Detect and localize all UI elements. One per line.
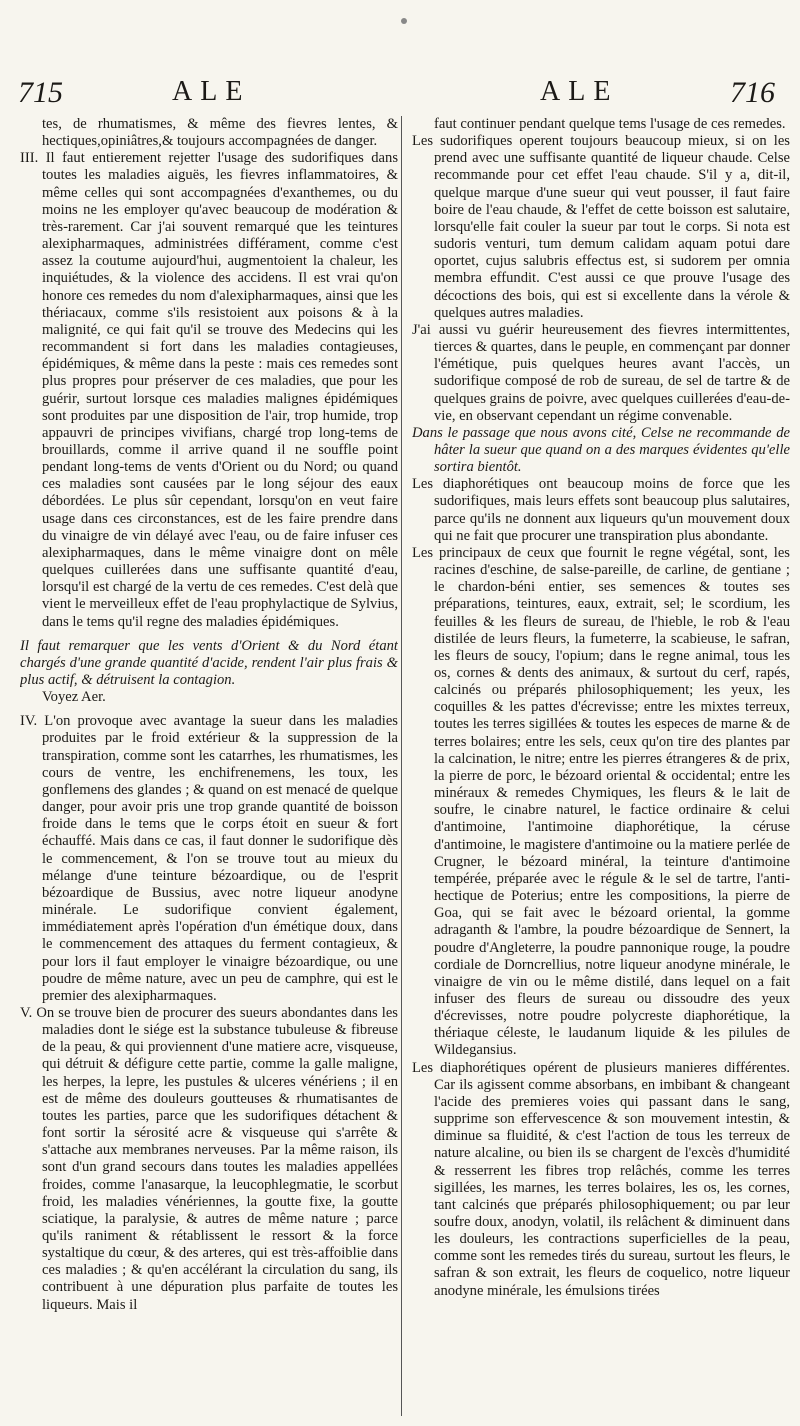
column-divider <box>401 116 402 1416</box>
left-column <box>20 116 398 1421</box>
paragraph-principaux: Les principaux de ceux que fournit le regne végétal, sont, les racines d'eschine, de salse-pareille, de carline, de gentiane ; le chardon-béni entier, ses semences & toutes ses préparations, teintures, eaux, extrait, sel; le scordium, les feuilles & les fleurs de sureau, de l'hieble, le rob & l'eau distilée de leurs fleurs, la fumeterre, la scabieuse, le safran, les fleurs de soucy, l'opium; dans le regne animal, tous les os, cornes & dents des animaux, & surtout du cerf, rapés, calcinés ou préparés philosophiquement; les yeux, les coquilles & les pattes d'écrevisse; entre les mixtes terreux, toutes les terres sigillées & toutes les especes de marne & de terres bolaires; entre les sels, ceux qu'on tire des plantes par la calcination, le nitre; entre les pierres étrangeres & de prix, la pierre de porc, le bézoard oriental & occidental; entre les minéraux & remedes Chymiques, les fleurs & le lait de soufre, le cinabre naturel, le factice ordinaire & celui d'antimoine, l'antimoine diaphorétique, la céruse d'antimoine, le magistere d'antimoine ou la matiere perlée de Crugner, le bézoard minéral, la teinture d'antimoine tempérée, préparée avec le régule & le sel de tartre, l'anti-hectique de Poterius; entre les compositions, la pierre de Goa, qui se fait avec le bézoard oriental, la gomme adraganth & l'ambre, la poudre bézoardique de Sennert, la poudre d'Angleterre, la poudre pannonique rouge, la poudre cordiale de Dorncrellius, notre liqueur anodyne minérale, le vinaigre de vin ou le même distilé, dans lequel on a fait infuser des fleurs de sureau ou dissoudre des yeux d'écrevisses, notre poudre polycreste diaphorétique, la thériaque céleste, le laudanum liquide & les pilules de Wildegansius. <box>412 544 790 1059</box>
paragraph-v: V. On se trouve bien de procurer des sueurs abondantes dans les maladies dont le siége est la substance tubuleuse & fibreuse de la peau, & qui proviennent d'une matiere acre, visqueuse, qui détruit & défigure cette partie, comme la galle maligne, les herpes, la lepre, les pustules & ulceres vénériens ; il en est de même des douleurs goutteuses & rhumatisantes de toutes les parties, parce que les sudorifiques détachent & font sortir la sérosité acre & visqueuse qui s'arrête & s'attache aux membranes nerveuses. Par la même raison, ils sont d'un grand secours dans toutes les maladies appellées froides, comme l'anasarque, la leucophlegmatie, le scorbut froid, les maladies vénériennes, la goutte fixe, la goutte sciatique, la paralysie, & autres de même nature ; parce qu'ils raniment & rétablissent le ressort & la force systaltique du cœur, & des arteres, qui est très-affoiblie dans ces maladies ; & qu'en accélérant la circulation du sang, ils contribuent à une dépuration plus parfaite de toutes les liqueurs. Mais il <box>20 1004 398 1313</box>
left-page-number: 715 <box>18 76 63 109</box>
left-running-head: ALE <box>172 76 251 107</box>
right-running-head: ALE <box>540 76 619 107</box>
right-page-number: 716 <box>730 76 775 109</box>
paragraph-continuation: faut continuer pendant quelque tems l'usage de ces remedes. <box>434 116 786 132</box>
paragraph-note-vents: Il faut remarquer que les vents d'Orient & du Nord étant chargés d'une grande quantité d'acide, rendent l'air plus frais & plus actif, & détruisent la contagion. <box>20 637 398 688</box>
ink-spot <box>401 18 407 24</box>
paragraph-iv: IV. L'on provoque avec avantage la sueur dans les maladies produites par le froid extérieur & la suppression de la transpiration, comme sont les catarrhes, les rhumatismes, les cours de ventre, les enchifrenemens, les toux, les gonflemens des glandes ; & quand on est menacé de quelque danger, pour avoir pris une trop grande quantité de boisson froide dans le tems que le corps étoit en sueur & fort échauffé. Mais dans ce cas, il faut donner le sudorifique dès le commencement, & l'on se trouve tout au mieux du mélange d'une teinture bézoardique, ou de l'esprit bézoardique de Bussius, avec notre liqueur anodyne minérale. Le sudorifique convient également, immédiatement après l'opération d'un émétique doux, dans le commencement des attaques du ferment contagieux, & pour lors il faut employer le vinaigre bézoardique, ou une poudre de même nature, avec un peu de camphre, qui est le premier des alexipharmaques. <box>20 713 398 1004</box>
right-column <box>412 116 790 1421</box>
paragraph-operent: Les diaphorétiques opérent de plusieurs manieres différentes. Car ils agissent comme absorbans, en imbibant & changeant l'acide des premieres voies qui passant dans le sang, supprime son effervescence & son mouvement intestin, & diminue sa fluidité, & c'est l'action de tous les terreux de nature alcaline, ou bien ils se chargent de l'excès d'humidité & resserrent les fibres trop relâchés, comme les terres sigillées, les marnes, les terres bolaires, les os, les cornes, tant calcinés que préparés philosophiquement; ou par leur soufre doux, anodyn, volatil, ils relâchent & diminuent dans les douleurs, les contractions superficielles de la peau, comme sont les remedes tirés du sureau, surtout les fleurs, le safran & son extrait, les fleurs de coquelico, notre liqueur anodyne minérale, les émulsions tirées <box>412 1059 790 1299</box>
paragraph-celse-note: Dans le passage que nous avons cité, Celse ne recommande de hâter la sueur que quand on a des marques évidentes qu'elle sortira bientôt. <box>412 424 790 476</box>
cross-reference: Voyez Aer. <box>42 689 106 706</box>
paragraph-fievres: J'ai aussi vu guérir heureusement des fievres intermittentes, tierces & quartes, dans le peuple, en commençant par donner l'émétique, puis quelques heures avant l'accès, un sudorifique composé de rob de sureau, de sel de tartre & de quelques grains de poivre, avec quelques cuillerées d'eau-de-vie, en observant cependant un régime convenable. <box>412 321 790 424</box>
paragraph-sudorifiques-liqueur: Les sudorifiques operent toujours beaucoup mieux, si on les prend avec une suffisante quantité de liqueur chaude. Celse recommande pour cet effet l'eau chaude. S'il y a, dit-il, quelque marque d'une sueur qui veut pousser, il faut faire boire de l'eau chaude, & l'effet de cette boisson est salutaire, lorsqu'elle fait couler la sueur par tout le corps. Si nota est sudoris venturi, tum demum calidam aquam potui dare oportet, cujus salubris effectus est, si sudorem per omnia membra effundit. C'est aussi ce que prouve l'usage des décoctions des bois, qui est si excellente dans la vérole & quelques autres maladies. <box>412 133 790 321</box>
paragraph-iii: III. Il faut entierement rejetter l'usage des sudorifiques dans toutes les maladies aiguës, les fievres inflammatoires, & même celles qui sont accompagnées d'exanthemes, ou du moins ne les employer qu'avec beaucoup de modération & très-rarement. Car j'ai souvent remarqué que les teintures alexipharmaques, administrées différament, comme c'est assez la coutume aujourd'hui, augmentoient la chaleur, les inquiétudes, & la violence des accidens. Il est vrai qu'on honore ces remedes du nom d'alexipharmaques, ainsi que les thériacaux, comme s'ils resistoient aux poisons & à la malignité, ce qui fait qu'il se trouve des Medecins qui les recommandent si fort dans les maladies contagieuses, épidémiques, & même dans la peste : mais ces remedes sont plus propres pour préserver de ces maladies, que pour les guérir, surtout lorsque ces maladies malignes épidémiques sont produites par une disposition de l'air, trop humide, trop appauvri de principes vivifians, chargé trop long-tems de brouillards, comme il arrive quand il ne souffle point pendant long-tems de vents d'Orient ou du Nord; ou quand ces maladies sont causées par le long séjour des eaux débordées. Le plus sûr cependant, lorsqu'on en veut faire usage dans ces circonstances, est de les faire prendre dans du vinaigre de vin délayé avec l'eau, ou de faire infuser ces alexipharmaques, dans le même vinaigre dont on mêle quelques cuillerées dans une suffisante quantité d'eau, lorsqu'il est chargé de la vertu de ces remedes. C'est delà que vient le merveilleux effet de l'eau prophylactique de Sylvius, dans le tems qu'il regne des maladies épidémiques. <box>20 150 398 630</box>
paragraph-diaphoretiques: Les diaphorétiques ont beaucoup moins de force que les sudorifiques, mais leurs effets sont beaucoup plus salutaires, parce qu'ils ne donnent aux liqueurs qu'un mouvement doux qui ne fait que procurer une transpiration plus abondante. <box>412 476 790 544</box>
paragraph-continuation: tes, de rhumatismes, & même des fievres lentes, & hectiques,opiniâtres,& toujours accompagnées de danger. <box>42 116 398 150</box>
